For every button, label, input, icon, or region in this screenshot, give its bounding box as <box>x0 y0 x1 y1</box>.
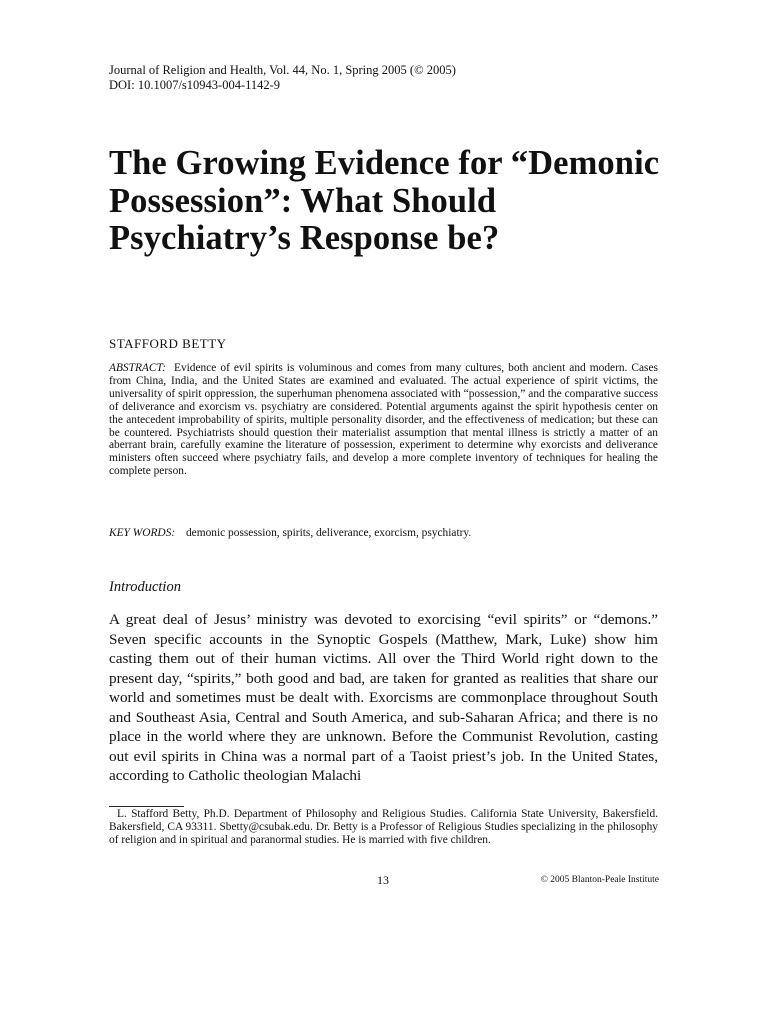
journal-header <box>109 63 456 93</box>
section-heading: Introduction <box>109 579 181 595</box>
footnote-divider <box>109 806 184 807</box>
keywords-label: KEY WORDS: <box>109 527 176 539</box>
page-number: 13 <box>377 873 389 887</box>
keywords-text: demonic possession, spirits, deliverance, exorcism, psychiatry. <box>185 527 472 539</box>
abstract-text: Evidence of evil spirits is voluminous and comes from many cultures, both ancient and modern. Cases from China, India, and the United States are examined and evaluated. The actual experience of spirit victims, the universality of spirit oppression, the superhuman phenomena associated with “possession,” and the comparative success of deliverance and exorcism vs. psychiatry are considered. Potential arguments against the spirit hypothesis center on the antecedent improbability of spirits, multiple personality disorder, and the effectiveness of medication; but these can be countered. Psychiatrists should question their materialist assumption that mental illness is strictly a matter of an aberrant brain, carefully examine the literature of possession, experiment to determine why exorcists and deliverance ministers often succeed where psychiatry fails, and develop a more complete inventory of techniques for healing the complete person. <box>109 362 658 478</box>
author-footnote: L. Stafford Betty, Ph.D. Department of Philosophy and Religious Studies. California State University, Bakersfield. Bakersfield, CA 93311. Sbetty@csubak.edu. Dr. Betty is a Professor of Religious Studies specializing in the philosophy of religion and in spiritual and paranormal studies. He is married with five children. <box>109 808 658 846</box>
doi: DOI: 10.1007/s10943-004-1142-9 <box>109 78 281 92</box>
copyright-notice: © 2005 Blanton-Peale Institute <box>540 875 659 885</box>
abstract <box>109 362 658 478</box>
journal-citation: Journal of Religion and Health, Vol. 44, No. 1, Spring 2005 (© 2005) <box>109 63 456 77</box>
keywords <box>109 527 471 539</box>
body-paragraph: A great deal of Jesus’ ministry was devoted to exorcising “evil spirits” or “demons.” Seven specific accounts in the Synoptic Gospels (Matthew, Mark, Luke) show him casting them out of their human victims. All over the Third World right down to the present day, “spirits,” both good and bad, are taken for granted as realities that share our world and sometimes must be dealt with. Exorcisms are commonplace throughout South and Southeast Asia, Central and South America, and sub-Saharan Africa; and there is no place in the world where they are unknown. Before the Communist Revolution, casting out evil spirits in China was a normal part of a Taoist priest’s job. In the United States, according to Catholic theologian Malachi <box>109 611 658 784</box>
article-title: The Growing Evidence for “Demonic Possession”: What Should Psychiatry’s Response be? <box>109 144 660 257</box>
author-name: STAFFORD BETTY <box>109 336 227 351</box>
abstract-label: ABSTRACT: <box>109 362 166 374</box>
